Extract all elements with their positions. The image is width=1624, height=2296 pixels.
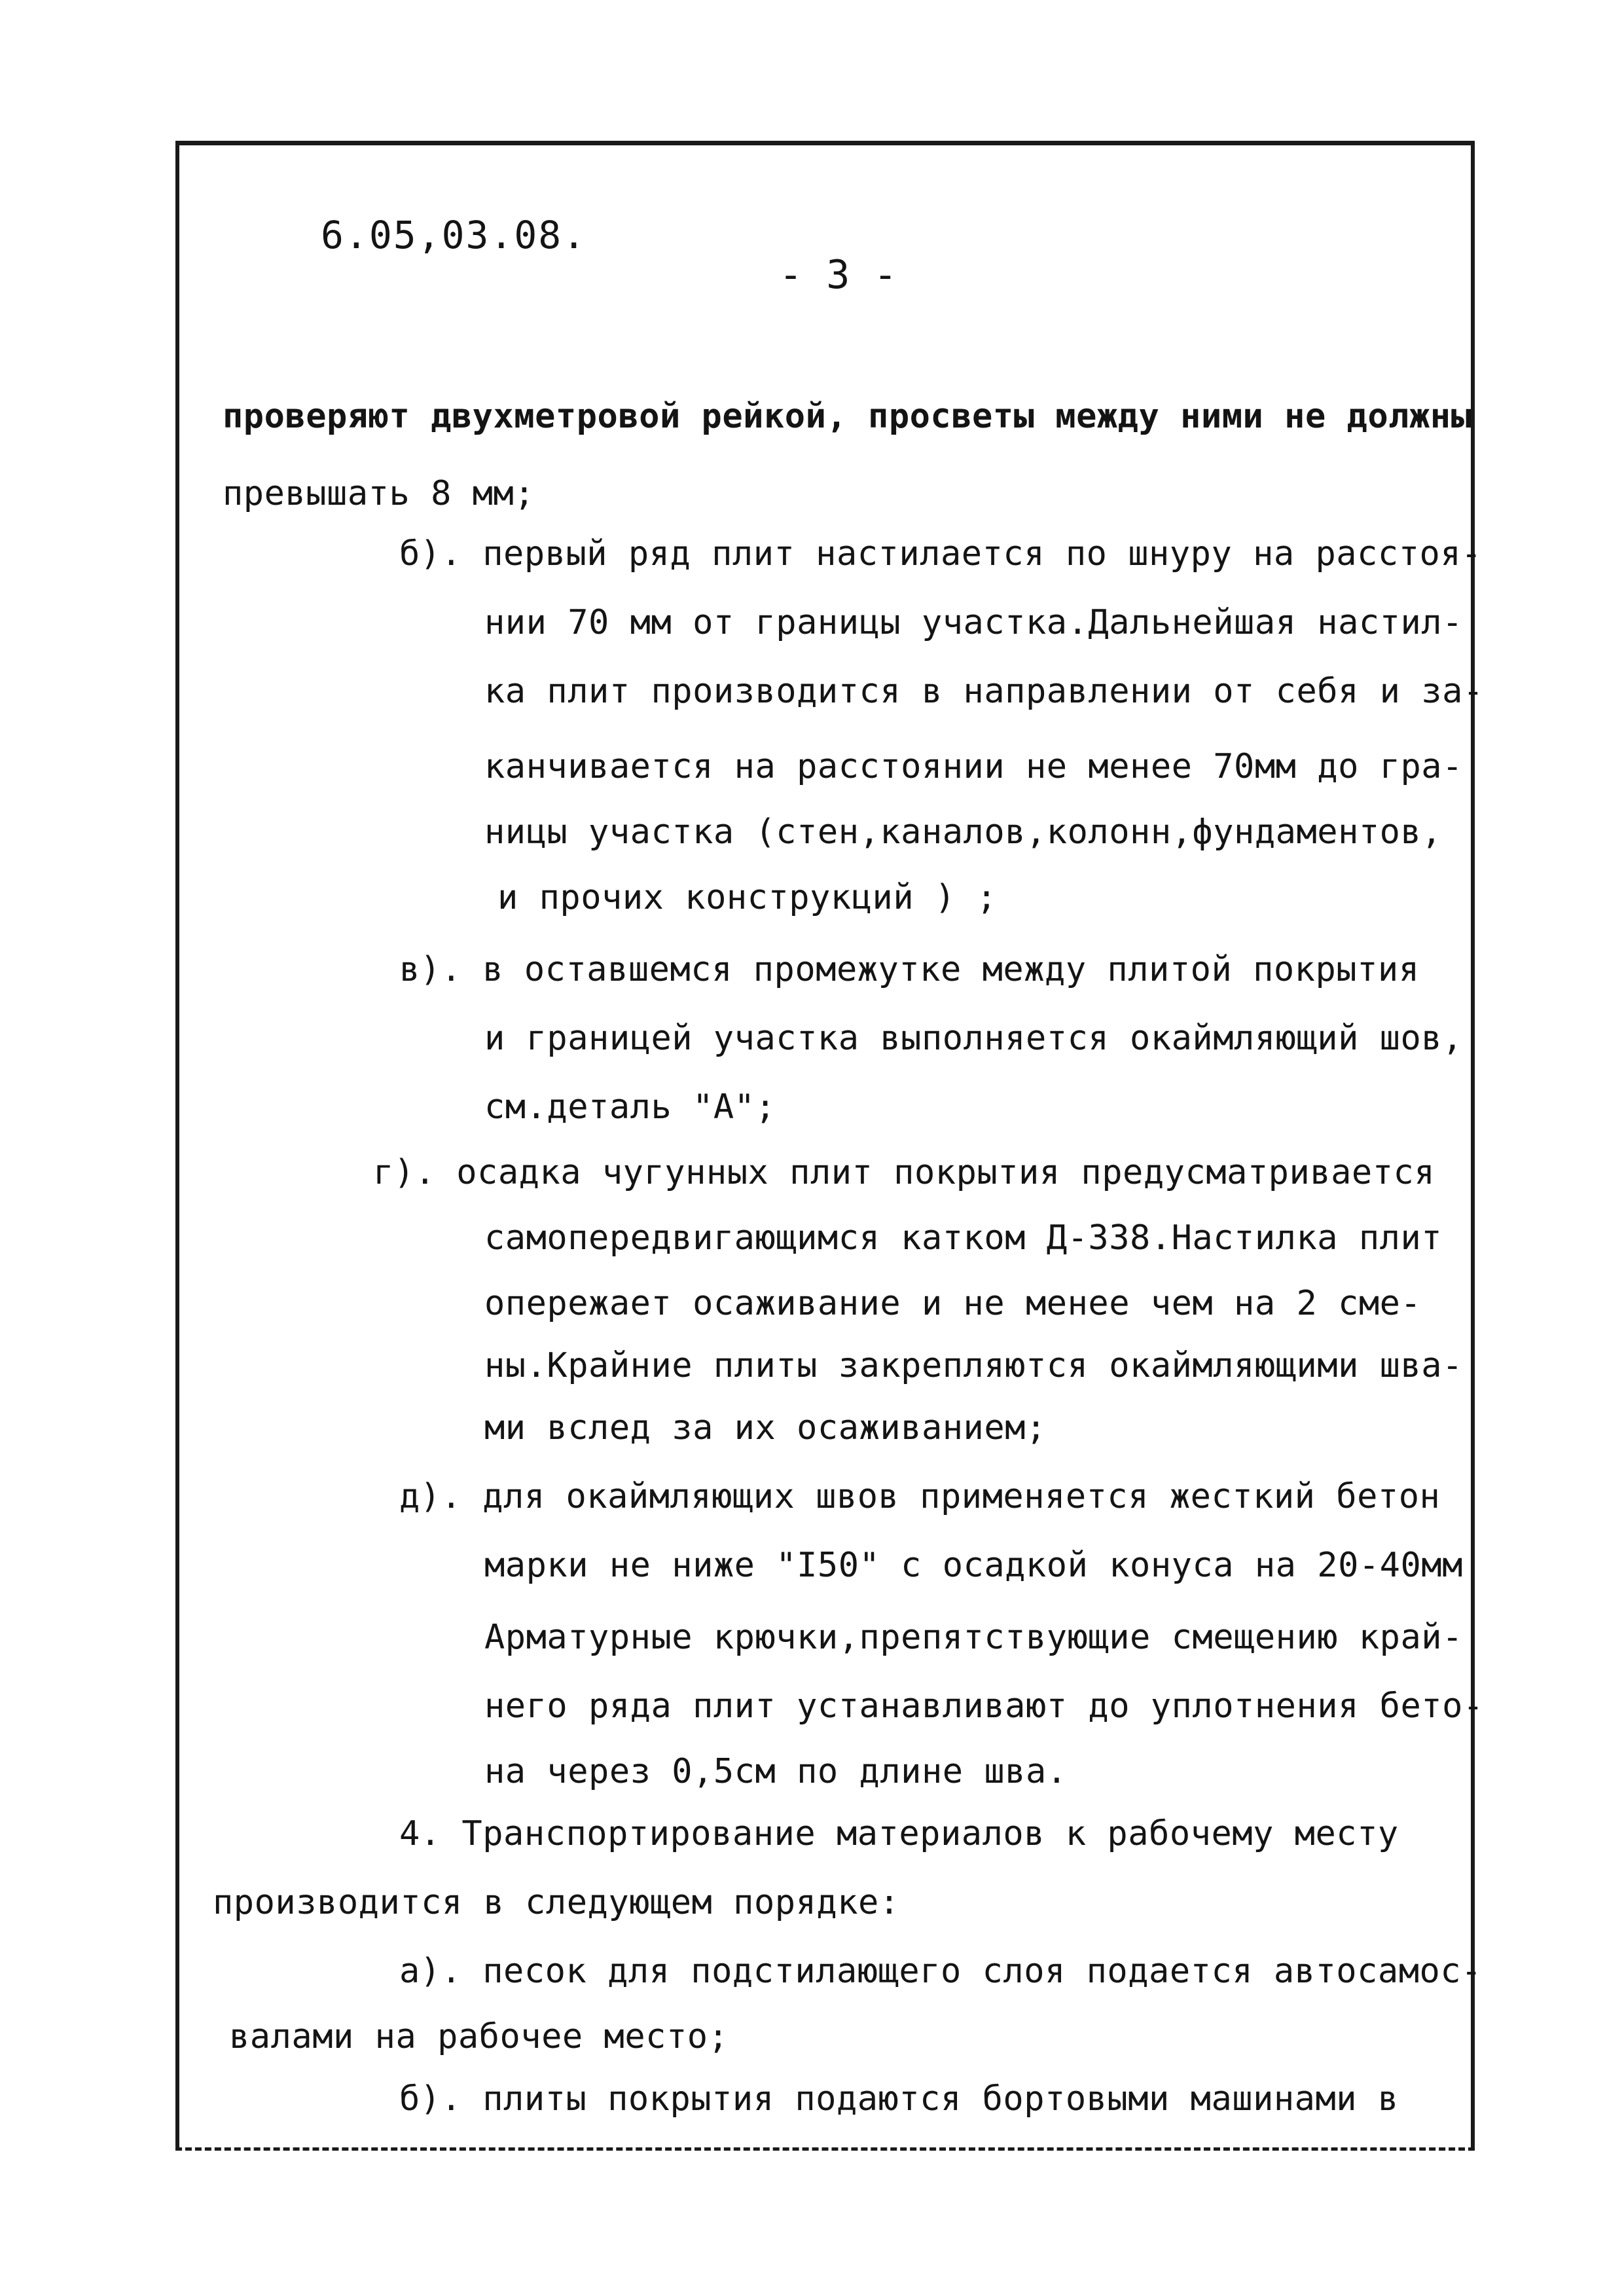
text-line: проверяют двухметровой рейкой, просветы между ними не должны bbox=[223, 397, 1472, 436]
text-line: и прочих конструкций ) ; bbox=[497, 878, 998, 917]
list-item-a: а). песок для подстилающего слоя подается автосамос- bbox=[399, 1952, 1482, 1991]
document-code: 6.05,03.08. bbox=[321, 213, 587, 257]
list-item-g: г). осадка чугунных плит покрытия предусматривается bbox=[373, 1153, 1435, 1192]
text-line: производится в следующем порядке: bbox=[213, 1883, 900, 1922]
text-line: ницы участка (стен,каналов,колонн,фундаментов, bbox=[484, 812, 1443, 852]
text-line: валами на рабочее место; bbox=[229, 2017, 729, 2056]
list-item-b2: б). плиты покрытия подаются бортовыми машинами в bbox=[399, 2079, 1399, 2119]
text-line: опережает осаживание и не менее чем на 2 смe- bbox=[484, 1284, 1422, 1323]
text-line: марки не ниже "I50" с осадкой конуса на 20-40мм bbox=[484, 1546, 1463, 1585]
text-line: на через 0,5см по длине шва. bbox=[484, 1752, 1068, 1791]
text-line: Арматурные крючки,препятствующие смещению край- bbox=[484, 1618, 1463, 1657]
text-line: канчивается на расстоянии не менее 70мм до гра- bbox=[484, 747, 1463, 786]
list-item-b: б). первый ряд плит настилается по шнуру на расстоя- bbox=[399, 534, 1482, 574]
text-line: него ряда плит устанавливают до уплотнения бето- bbox=[484, 1686, 1484, 1726]
list-item-d: д). для окаймляющих швов применяется жесткий бетон bbox=[399, 1477, 1441, 1516]
text-line: ны.Крайние плиты закрепляются окаймляющими шва- bbox=[484, 1346, 1463, 1385]
page-number: - 3 - bbox=[779, 252, 897, 298]
text-line: превышать 8 мм; bbox=[223, 474, 535, 513]
text-line: нии 70 мм от границы участка.Дальнейшая настил- bbox=[484, 603, 1463, 642]
text-line: см.деталь "А"; bbox=[484, 1087, 776, 1127]
text-line: ка плит производится в направлении от себя и за- bbox=[484, 672, 1484, 711]
list-item-v: в). в оставшемся промежутке между плитой покрытия bbox=[399, 950, 1420, 989]
text-line: самопередвигающимся катком Д-338.Настилка плит bbox=[484, 1218, 1443, 1258]
text-line: и границей участка выполняется окаймляющий шов, bbox=[484, 1019, 1463, 1058]
text-line: ми вслед за их осаживанием; bbox=[484, 1408, 1047, 1448]
section-4-heading: 4. Транспортирование материалов к рабочему месту bbox=[399, 1814, 1399, 1853]
